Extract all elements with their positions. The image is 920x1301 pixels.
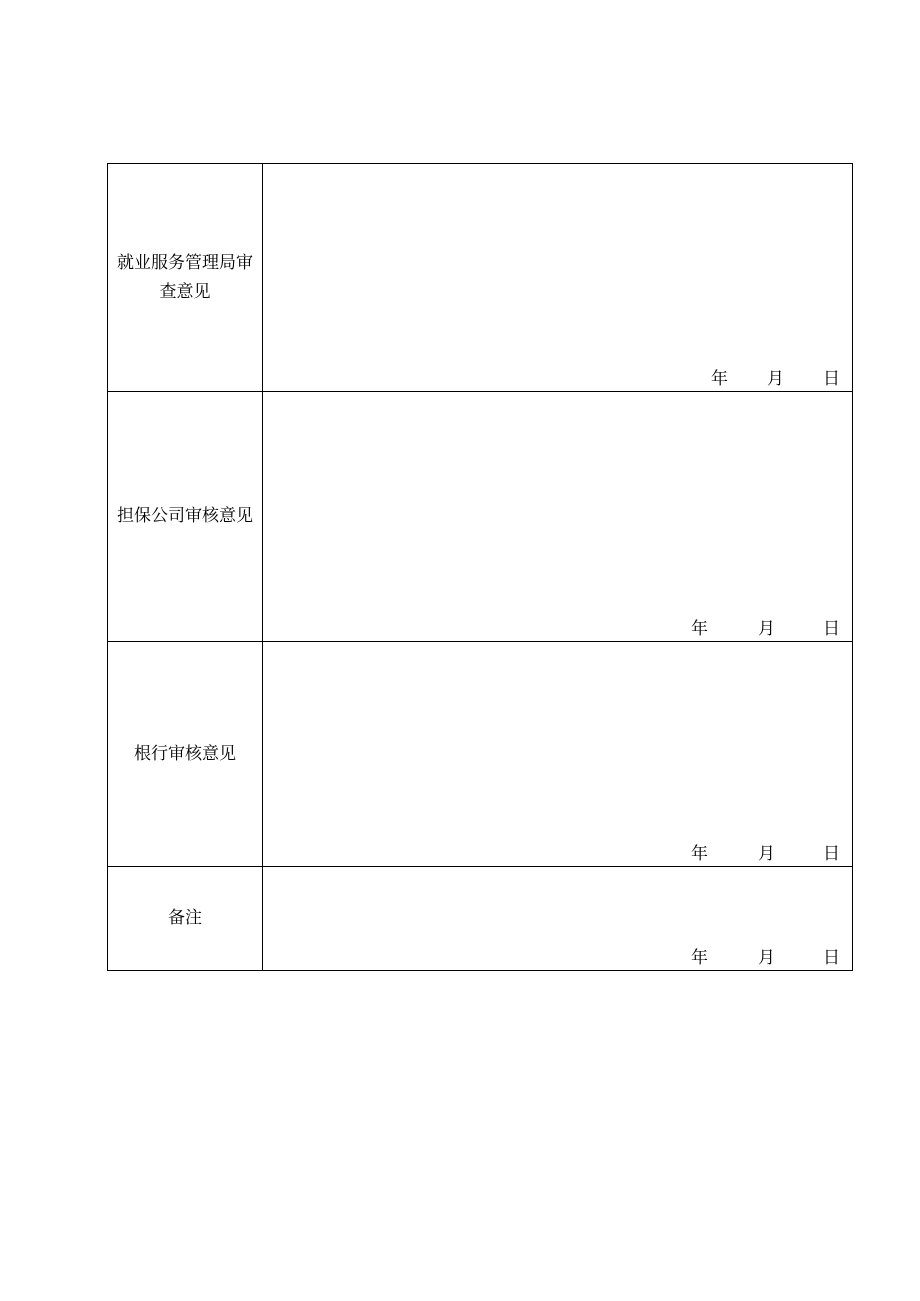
row-label-cell [108, 164, 263, 392]
year-label: 年 [711, 369, 728, 389]
guarantee-company-opinion-label: 担保公司审核意见 [117, 506, 253, 526]
approval-opinion-table [107, 163, 853, 971]
year-label: 年 [691, 844, 708, 864]
day-label: 日 [823, 948, 840, 968]
row-label-cell [108, 867, 263, 971]
date-line [691, 946, 840, 970]
date-line [691, 617, 840, 641]
row-label-cell [108, 392, 263, 642]
row-label-cell [108, 642, 263, 867]
date-line [691, 842, 840, 866]
month-label: 月 [758, 844, 775, 864]
bank-opinion-label: 根行审核意见 [134, 743, 236, 764]
opinion-content-cell[interactable] [263, 642, 853, 867]
table-row [108, 867, 853, 971]
opinion-content-cell[interactable] [263, 164, 853, 392]
table-row [108, 392, 853, 642]
remarks-label: 备注 [168, 908, 202, 928]
year-label: 年 [691, 619, 708, 639]
table-row [108, 642, 853, 867]
day-label: 日 [823, 844, 840, 864]
month-label: 月 [758, 948, 775, 968]
day-label: 日 [823, 619, 840, 639]
date-line [711, 367, 840, 391]
month-label: 月 [758, 619, 775, 639]
day-label: 日 [823, 369, 840, 389]
remarks-content-cell[interactable] [263, 867, 853, 971]
month-label: 月 [767, 369, 784, 389]
employment-bureau-opinion-label: 就业服务管理局审查意见 [117, 252, 253, 302]
year-label: 年 [691, 948, 708, 968]
opinion-content-cell[interactable] [263, 392, 853, 642]
table-row [108, 164, 853, 392]
